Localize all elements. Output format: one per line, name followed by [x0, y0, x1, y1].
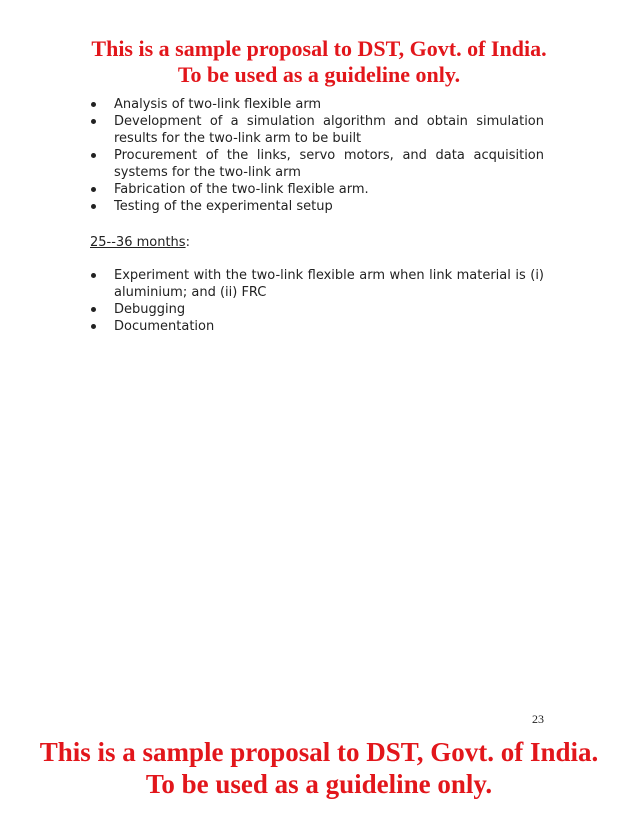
bullet-dot-icon	[91, 153, 96, 158]
bottom-banner-line-1: This is a sample proposal to DST, Govt. of India.	[39, 737, 599, 767]
bottom-watermark-banner	[0, 736, 638, 800]
list-item	[90, 267, 544, 301]
list-item-text: Testing of the experimental setup	[114, 199, 333, 214]
bottom-banner-line-2: To be used as a guideline only.	[145, 769, 493, 799]
section-period: 25--36 months	[90, 235, 186, 250]
list-item-text: Fabrication of the two-link flexible arm.	[114, 182, 369, 197]
list-item-text: Analysis of two-link flexible arm	[114, 97, 322, 112]
bullet-dot-icon	[91, 187, 96, 192]
list-item-text: Procurement of the links, servo motors, and data acquisition systems for the two-link arm	[114, 148, 544, 180]
bullet-dot-icon	[91, 307, 96, 312]
list-item	[90, 181, 544, 198]
top-banner-line-2: To be used as a guideline only.	[177, 62, 461, 87]
list-item-text: Documentation	[114, 319, 215, 334]
list-item	[90, 318, 544, 335]
bullet-dot-icon	[91, 119, 96, 124]
section-heading-suffix: :	[185, 235, 190, 250]
task-list-2	[90, 267, 544, 335]
page-body	[90, 96, 544, 335]
list-item	[90, 301, 544, 318]
list-item-text: Experiment with the two-link flexible arm when link material is (i) aluminium; and (ii) FRC	[114, 268, 544, 300]
bullet-dot-icon	[91, 102, 96, 107]
top-banner-line-1: This is a sample proposal to DST, Govt. of India.	[91, 36, 547, 61]
section-heading	[90, 234, 544, 251]
list-item	[90, 198, 544, 215]
list-item	[90, 113, 544, 147]
list-item	[90, 147, 544, 181]
task-list-1	[90, 96, 544, 215]
list-item	[90, 96, 544, 113]
bullet-dot-icon	[91, 273, 96, 278]
bullet-dot-icon	[91, 324, 96, 329]
list-item-text: Development of a simulation algorithm and obtain simulation results for the two-link arm to be built	[114, 114, 544, 146]
bullet-dot-icon	[91, 204, 96, 209]
page-number: 23	[532, 712, 544, 726]
top-watermark-banner	[0, 36, 638, 88]
list-item-text: Debugging	[114, 302, 186, 317]
